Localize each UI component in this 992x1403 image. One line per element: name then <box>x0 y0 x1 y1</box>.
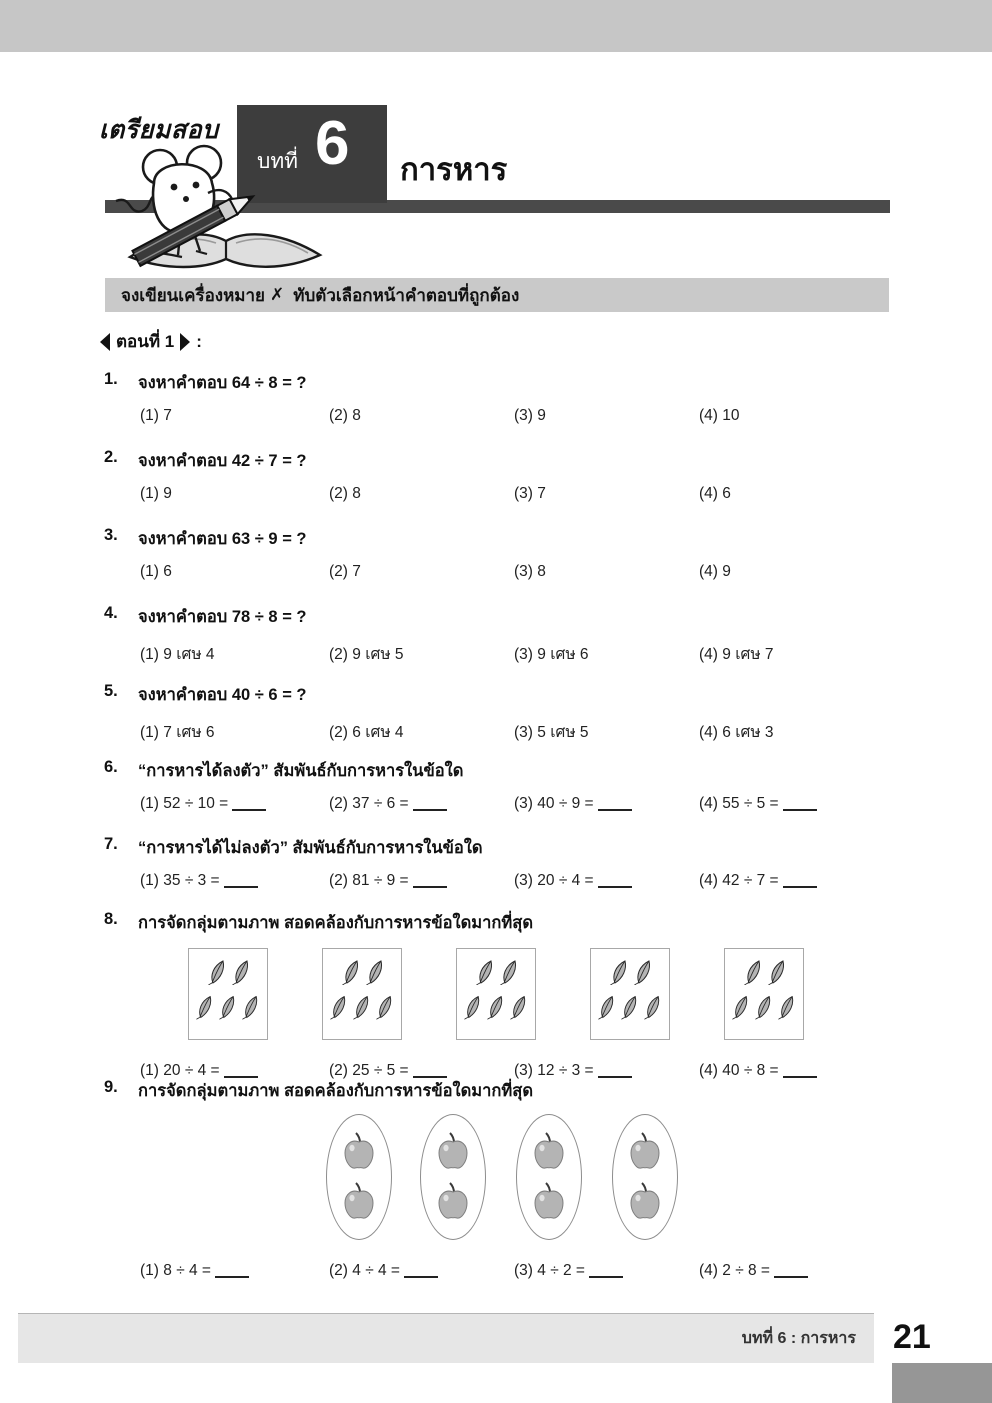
apple-group-ellipse <box>326 1114 392 1240</box>
footer-band <box>18 1313 874 1363</box>
leaf-icon <box>196 994 214 1020</box>
question-9 <box>104 1078 904 1288</box>
question-number: 8. <box>104 910 118 928</box>
question-heading <box>104 910 904 936</box>
option-3[interactable]: (3) 7 <box>514 485 546 502</box>
leaf-group-box <box>590 948 670 1040</box>
option-row <box>104 872 904 898</box>
apple-icon <box>342 1182 376 1222</box>
leaf-icon <box>232 959 251 985</box>
question-4 <box>104 604 904 667</box>
leaf-row-bottom <box>464 994 528 1020</box>
option-3[interactable]: (3) 9 เศษ 6 <box>514 646 589 663</box>
leaf-icon <box>755 994 773 1020</box>
leaf-icon <box>219 994 237 1020</box>
leaf-icon <box>768 959 787 985</box>
leaf-group-box <box>456 948 536 1040</box>
leaf-row-top <box>330 959 394 985</box>
apple-icon <box>532 1132 566 1172</box>
option-2[interactable]: (2) 8 <box>329 485 361 502</box>
leaf-row-bottom <box>196 994 260 1020</box>
leaf-icon <box>732 994 750 1020</box>
option-4[interactable]: (4) 2 ÷ 8 = <box>699 1262 808 1280</box>
answer-blank[interactable] <box>774 1265 808 1278</box>
page-left-margin <box>0 52 18 1403</box>
answer-blank[interactable] <box>589 1265 623 1278</box>
leaf-icon <box>778 994 796 1020</box>
question-heading <box>104 604 904 630</box>
answer-blank[interactable] <box>783 798 817 811</box>
question-text: จงหาคำตอบ 64 ÷ 8 = ? <box>138 374 307 392</box>
question-text: การจัดกลุ่มตามภาพ สอดคล้องกับการหารข้อใดมากที่สุด <box>138 1082 534 1100</box>
footer-chapter-label: บทที่ 6 : การหาร <box>741 1330 856 1347</box>
option-1[interactable]: (1) 8 ÷ 4 = <box>140 1262 249 1280</box>
question-number: 6. <box>104 758 118 776</box>
answer-blank[interactable] <box>413 798 447 811</box>
option-3[interactable]: (3) 20 ÷ 4 = <box>514 872 632 890</box>
question-5 <box>104 682 904 745</box>
leaf-icon <box>500 959 519 985</box>
option-3[interactable]: (3) 9 <box>514 407 546 424</box>
question-number: 3. <box>104 526 118 544</box>
leaf-row-top <box>732 959 796 985</box>
question-heading <box>104 526 904 552</box>
apple-group-ellipse <box>516 1114 582 1240</box>
apple-icon <box>532 1182 566 1222</box>
apple-group-ellipse <box>612 1114 678 1240</box>
apple-figure-row <box>104 1114 904 1242</box>
instruction-bar <box>105 278 889 312</box>
option-row <box>104 485 904 511</box>
answer-blank[interactable] <box>598 798 632 811</box>
question-text: “การหารได้ไม่ลงตัว” สัมพันธ์กับการหารในข้อใด <box>138 839 483 857</box>
option-1[interactable]: (1) 9 เศษ 4 <box>140 646 215 663</box>
question-number: 7. <box>104 835 118 853</box>
question-number: 4. <box>104 604 118 622</box>
question-number: 9. <box>104 1078 118 1096</box>
option-row <box>104 407 904 433</box>
option-2[interactable]: (2) 81 ÷ 9 = <box>329 872 447 890</box>
leaf-icon <box>621 994 639 1020</box>
option-1[interactable]: (1) 35 ÷ 3 = <box>140 872 258 890</box>
question-text: จงหาคำตอบ 42 ÷ 7 = ? <box>138 452 307 470</box>
leaf-icon <box>208 959 227 985</box>
triangle-left-icon <box>100 333 110 351</box>
apple-icon <box>342 1132 376 1172</box>
option-1[interactable]: (1) 9 <box>140 485 172 502</box>
leaf-row-top <box>464 959 528 985</box>
mouse-mascot-icon <box>108 137 323 282</box>
option-1[interactable]: (1) 20 ÷ 4 = <box>140 1062 258 1080</box>
leaf-figure-row <box>104 948 904 1044</box>
leaf-icon <box>610 959 629 985</box>
section-label <box>100 328 202 355</box>
question-heading <box>104 682 904 708</box>
option-3[interactable]: (3) 40 ÷ 9 = <box>514 795 632 813</box>
option-4[interactable]: (4) 9 เศษ 7 <box>699 646 774 663</box>
answer-blank[interactable] <box>598 875 632 888</box>
question-text: การจัดกลุ่มตามภาพ สอดคล้องกับการหารข้อใดมากที่สุด <box>138 914 534 932</box>
leaf-row-bottom <box>598 994 662 1020</box>
option-2[interactable]: (2) 4 ÷ 4 = <box>329 1262 438 1280</box>
apple-icon <box>628 1132 662 1172</box>
option-3[interactable]: (3) 4 ÷ 2 = <box>514 1262 623 1280</box>
answer-blank[interactable] <box>598 1065 632 1078</box>
leaf-group-box <box>322 948 402 1040</box>
option-2[interactable]: (2) 37 ÷ 6 = <box>329 795 447 813</box>
leaf-group-box <box>724 948 804 1040</box>
leaf-icon <box>464 994 482 1020</box>
leaf-group-box <box>188 948 268 1040</box>
leaf-icon <box>342 959 361 985</box>
leaf-icon <box>476 959 495 985</box>
exam-prep-label: เตรียมสอบ <box>99 116 219 144</box>
leaf-icon <box>744 959 763 985</box>
option-1[interactable]: (1) 52 ÷ 10 = <box>140 795 266 813</box>
option-4[interactable]: (4) 6 เศษ 3 <box>699 724 774 741</box>
question-heading <box>104 1078 904 1104</box>
option-4[interactable]: (4) 10 <box>699 407 740 424</box>
option-row <box>104 563 904 589</box>
question-6 <box>104 758 904 821</box>
apple-group-ellipse <box>420 1114 486 1240</box>
option-row <box>104 1262 904 1288</box>
option-1[interactable]: (1) 7 เศษ 6 <box>140 724 215 741</box>
apple-icon <box>436 1132 470 1172</box>
instruction-text-after: ทับตัวเลือกหน้าคำตอบที่ถูกต้อง <box>293 285 520 305</box>
leaf-icon <box>330 994 348 1020</box>
leaf-icon <box>376 994 394 1020</box>
answer-blank[interactable] <box>783 1065 817 1078</box>
page-number: 21 <box>893 1318 931 1356</box>
option-2[interactable]: (2) 25 ÷ 5 = <box>329 1062 447 1080</box>
leaf-icon <box>598 994 616 1020</box>
corner-gray-block <box>892 1363 992 1403</box>
option-row <box>104 641 904 667</box>
option-4[interactable]: (4) 9 <box>699 563 731 580</box>
apple-icon <box>436 1182 470 1222</box>
leaf-icon <box>634 959 653 985</box>
option-2[interactable]: (2) 8 <box>329 407 361 424</box>
leaf-row-bottom <box>732 994 796 1020</box>
answer-blank[interactable] <box>232 798 266 811</box>
chapter-label: บทที่ <box>257 150 299 173</box>
question-heading <box>104 370 904 396</box>
leaf-icon <box>242 994 260 1020</box>
option-row <box>104 795 904 821</box>
leaf-row-top <box>196 959 260 985</box>
instruction-text-before: จงเขียนเครื่องหมาย <box>121 285 266 305</box>
option-1[interactable]: (1) 7 <box>140 407 172 424</box>
answer-blank[interactable] <box>404 1265 438 1278</box>
page-title: การหาร <box>400 152 508 187</box>
question-number: 2. <box>104 448 118 466</box>
answer-blank[interactable] <box>215 1265 249 1278</box>
answer-blank[interactable] <box>783 875 817 888</box>
option-2[interactable]: (2) 7 <box>329 563 361 580</box>
section-title: ตอนที่ 1 <box>116 332 175 351</box>
leaf-row-top <box>598 959 662 985</box>
option-3[interactable]: (3) 8 <box>514 563 546 580</box>
question-heading <box>104 448 904 474</box>
option-3[interactable]: (3) 5 เศษ 5 <box>514 724 589 741</box>
cross-mark-icon: ✗ <box>270 285 285 304</box>
option-row <box>104 719 904 745</box>
question-text: จงหาคำตอบ 78 ÷ 8 = ? <box>138 608 307 626</box>
answer-blank[interactable] <box>413 875 447 888</box>
option-2[interactable]: (2) 6 เศษ 4 <box>329 724 404 741</box>
question-2 <box>104 448 904 511</box>
option-4[interactable]: (4) 40 ÷ 8 = <box>699 1062 817 1080</box>
leaf-icon <box>644 994 662 1020</box>
triangle-right-icon <box>180 333 190 351</box>
question-text: “การหารได้ลงตัว” สัมพันธ์กับการหารในข้อใด <box>138 762 464 780</box>
question-3 <box>104 526 904 589</box>
option-1[interactable]: (1) 6 <box>140 563 172 580</box>
question-number: 5. <box>104 682 118 700</box>
question-1 <box>104 370 904 433</box>
question-heading <box>104 758 904 784</box>
answer-blank[interactable] <box>224 875 258 888</box>
leaf-icon <box>510 994 528 1020</box>
page-header <box>0 52 992 227</box>
top-gray-band <box>0 0 992 52</box>
option-2[interactable]: (2) 9 เศษ 5 <box>329 646 404 663</box>
answer-blank[interactable] <box>413 1065 447 1078</box>
apple-icon <box>628 1182 662 1222</box>
leaf-icon <box>487 994 505 1020</box>
leaf-icon <box>366 959 385 985</box>
question-8 <box>104 910 904 1088</box>
option-4[interactable]: (4) 55 ÷ 5 = <box>699 795 817 813</box>
leaf-icon <box>353 994 371 1020</box>
answer-blank[interactable] <box>224 1065 258 1078</box>
option-3[interactable]: (3) 12 ÷ 3 = <box>514 1062 632 1080</box>
leaf-row-bottom <box>330 994 394 1020</box>
question-heading <box>104 835 904 861</box>
chapter-number: 6 <box>315 109 350 178</box>
question-text: จงหาคำตอบ 40 ÷ 6 = ? <box>138 686 307 704</box>
section-colon: : <box>196 331 202 351</box>
question-7 <box>104 835 904 898</box>
question-number: 1. <box>104 370 118 388</box>
option-4[interactable]: (4) 6 <box>699 485 731 502</box>
option-4[interactable]: (4) 42 ÷ 7 = <box>699 872 817 890</box>
question-text: จงหาคำตอบ 63 ÷ 9 = ? <box>138 530 307 548</box>
